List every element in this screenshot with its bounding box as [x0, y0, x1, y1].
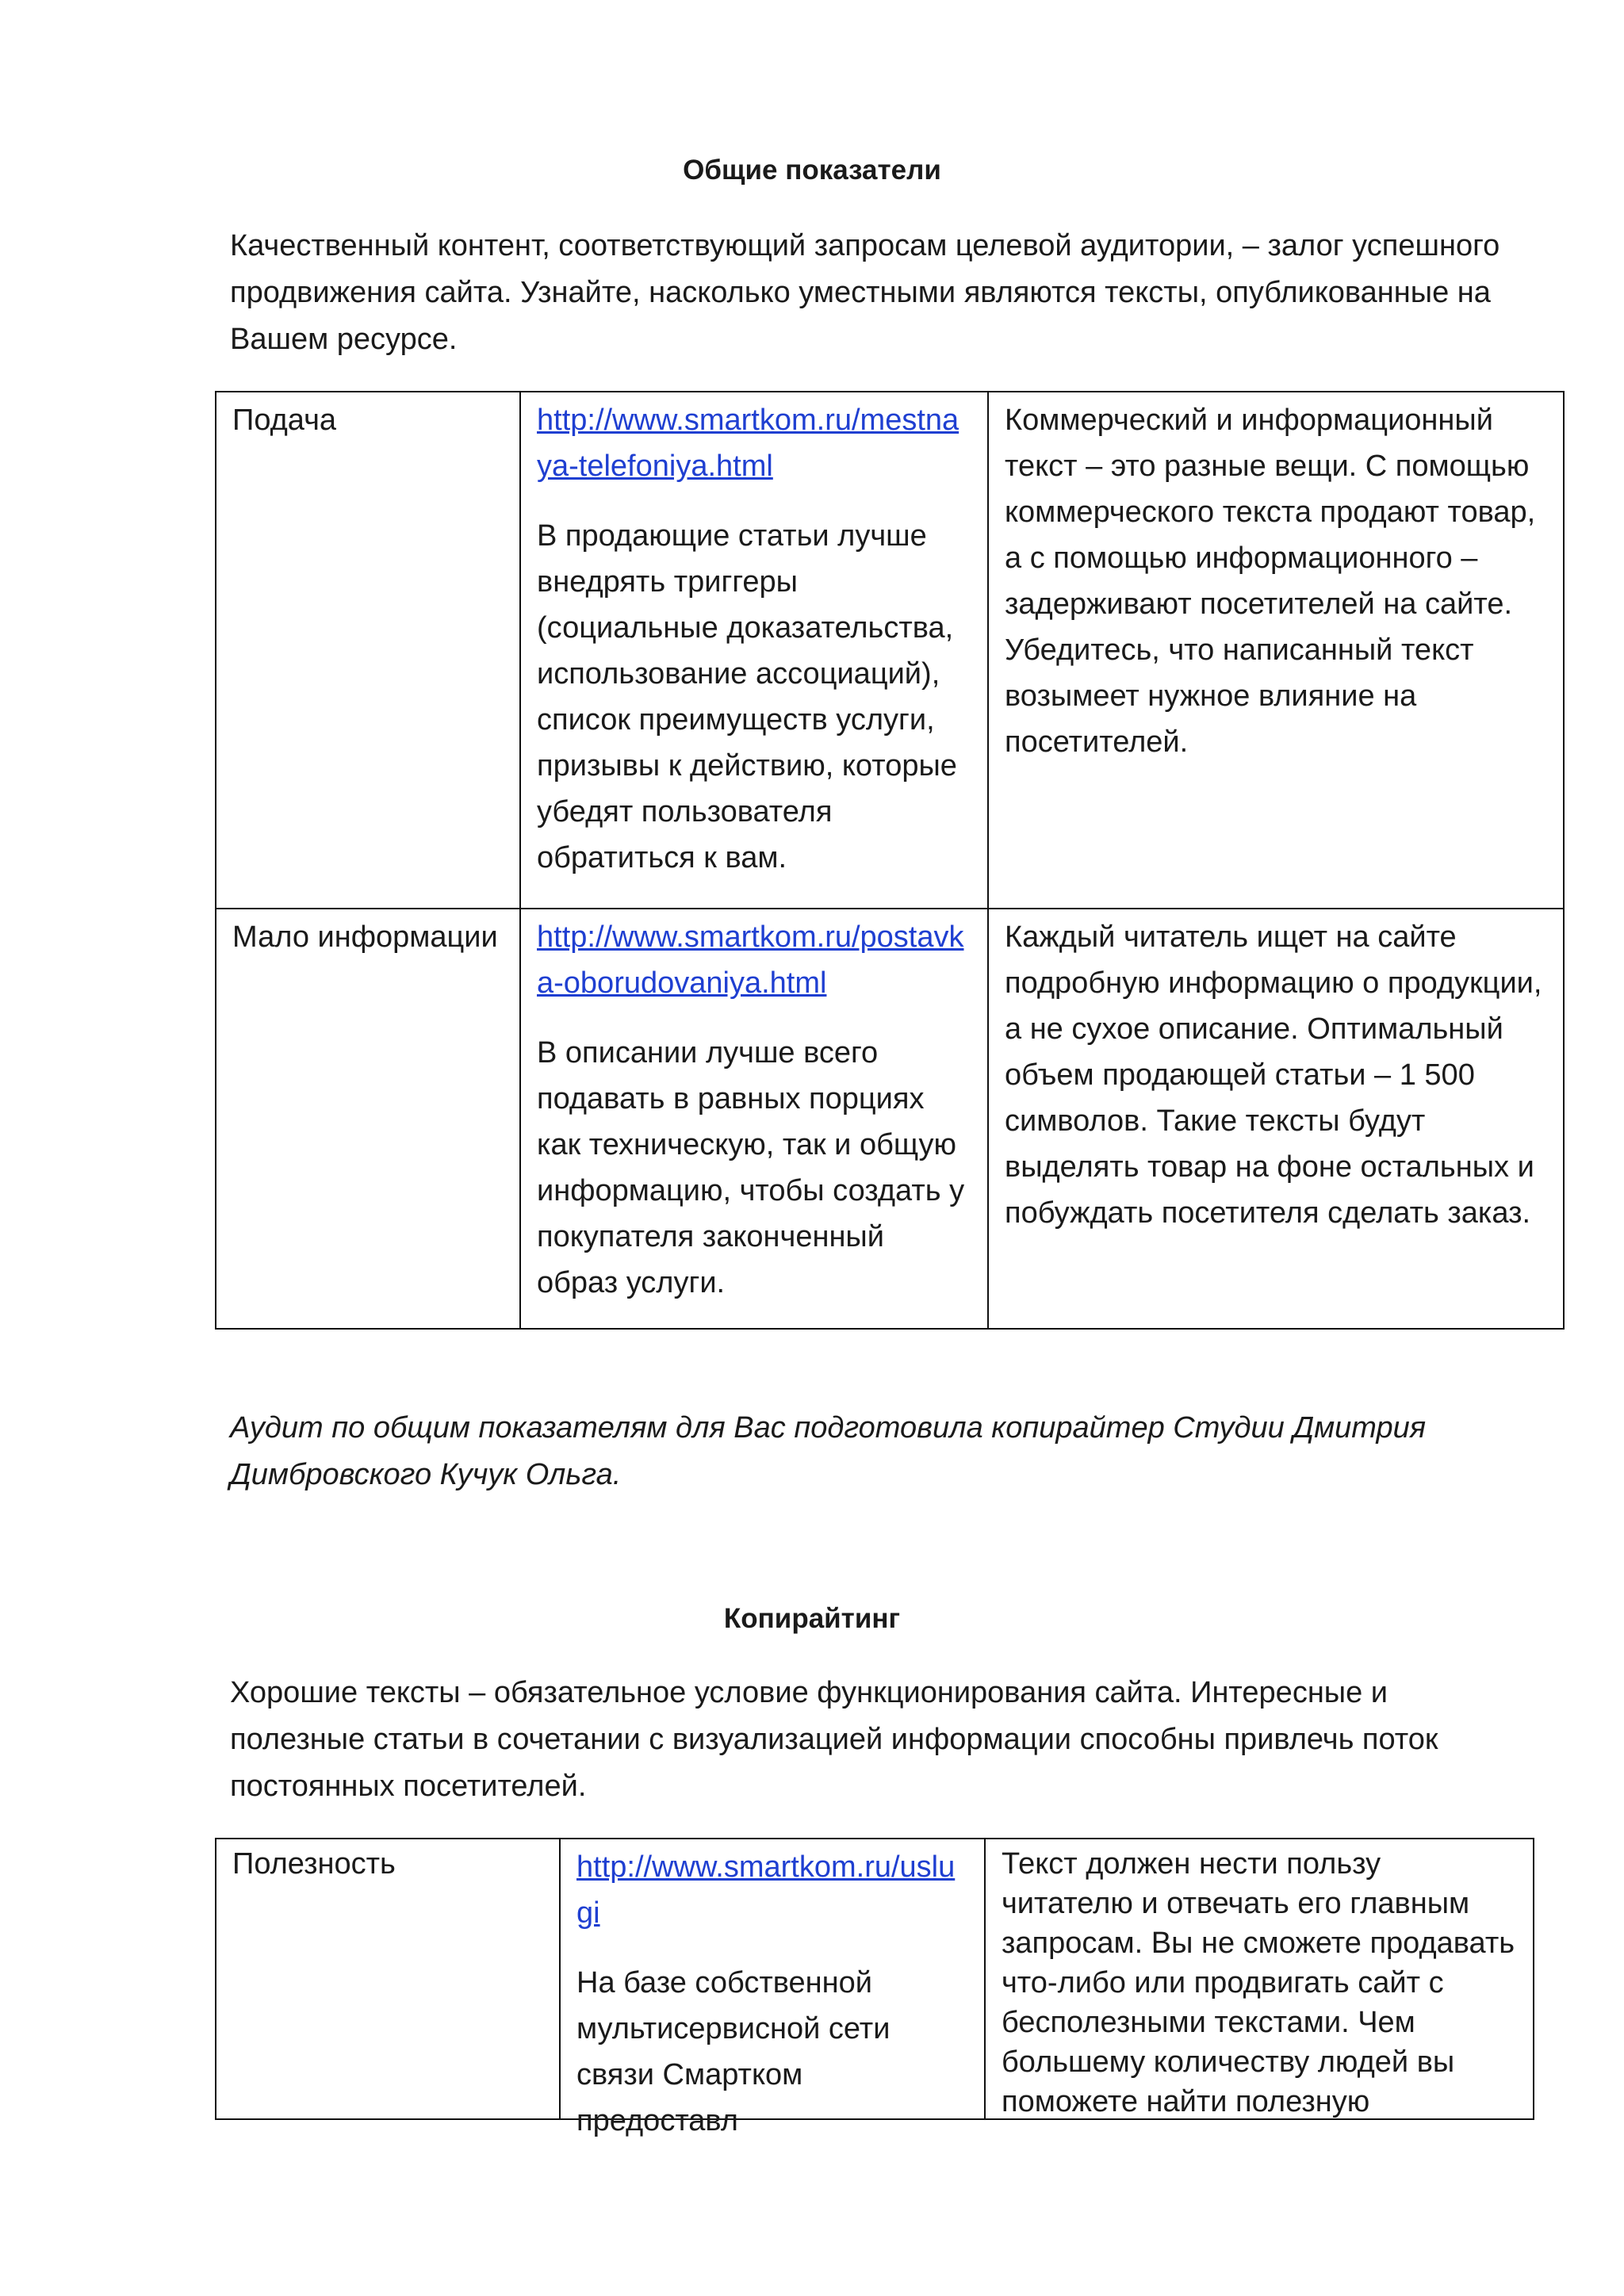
row-label: [216, 1839, 560, 2119]
section2-intro: Хорошие тексты – обязательное условие функционирования сайта. Интересные и полезные статьи в сочетании с визуализацией информации способны привлечь поток постоянных посетителей.: [230, 1676, 1438, 1803]
audit-signature: Аудит по общим показателям для Вас подготовила копирайтер Студии Дмитрия Димбровского Кучук Ольга.: [230, 1411, 1427, 1491]
table-row: [216, 909, 1564, 1329]
example-note: В описании лучше всего подавать в равных порциях как техническую, так и общую информацию, чтобы создать у покупателя законченный образ услуги.: [537, 1036, 965, 1299]
section1-table: [215, 391, 1565, 1330]
table-row: [216, 1839, 1534, 2119]
example-link[interactable]: http://www.smartkom.ru/postavka-oborudovaniya.html: [537, 920, 964, 1000]
row-example-cell: [520, 909, 988, 1329]
section2-table: [215, 1838, 1534, 2137]
row-advice: Коммерческий и информационный текст – это разные вещи. С помощью коммерческого текста продают товар, а с помощью информационного – задерживают посетителей на сайте. Убедитесь, что написанный текст возымеет нужное влияние на посетителей.: [988, 392, 1564, 909]
row-advice: [985, 1839, 1534, 2119]
row-advice: Каждый читатель ищет на сайте подробную информацию о продукции, а не сухое описание. Оптимальный объем продающей статьи – 1 500 символов. Такие тексты будут выделять товар на фоне остальных и побуждать посетителя сделать заказ.: [988, 909, 1564, 1329]
section2-title: Копирайтинг: [723, 1603, 901, 1634]
row-label: Мало информации: [216, 909, 520, 1329]
example-link[interactable]: http://www.smartkom.ru/mestnaya-telefoniya.html: [537, 404, 959, 483]
example-note: На базе собственной мультисервисной сети связи Смартком предоставл: [576, 1966, 891, 2137]
example-note: В продающие статьи лучше внедрять триггеры (социальные доказательства, использование ассоциаций), список преимуществ услуги, призывы к действию, которые убедят пользователя обратиться к вам.: [537, 519, 957, 874]
row-label-text: Полезность: [232, 1847, 396, 1881]
row-advice-text: Текст должен нести пользу читателю и отвечать его главным запросам. Вы не сможете продавать что-либо или продвигать сайт с бесполезными текстами. Чем большему количеству людей вы поможете найти полезную: [1002, 1847, 1515, 2118]
table-row: [216, 392, 1564, 909]
row-label: Подача: [216, 392, 520, 909]
row-example-cell: [520, 392, 988, 909]
example-link[interactable]: http://www.smartkom.ru/uslugi: [576, 1850, 956, 1930]
section1-intro: Качественный контент, соответствующий запросам целевой аудитории, – залог успешного продвижения сайта. Узнайте, насколько уместными являются тексты, опубликованные на Вашем ресурсе.: [230, 229, 1500, 356]
row-example-cell: [560, 1839, 985, 2137]
section1-title: Общие показатели: [683, 155, 941, 186]
